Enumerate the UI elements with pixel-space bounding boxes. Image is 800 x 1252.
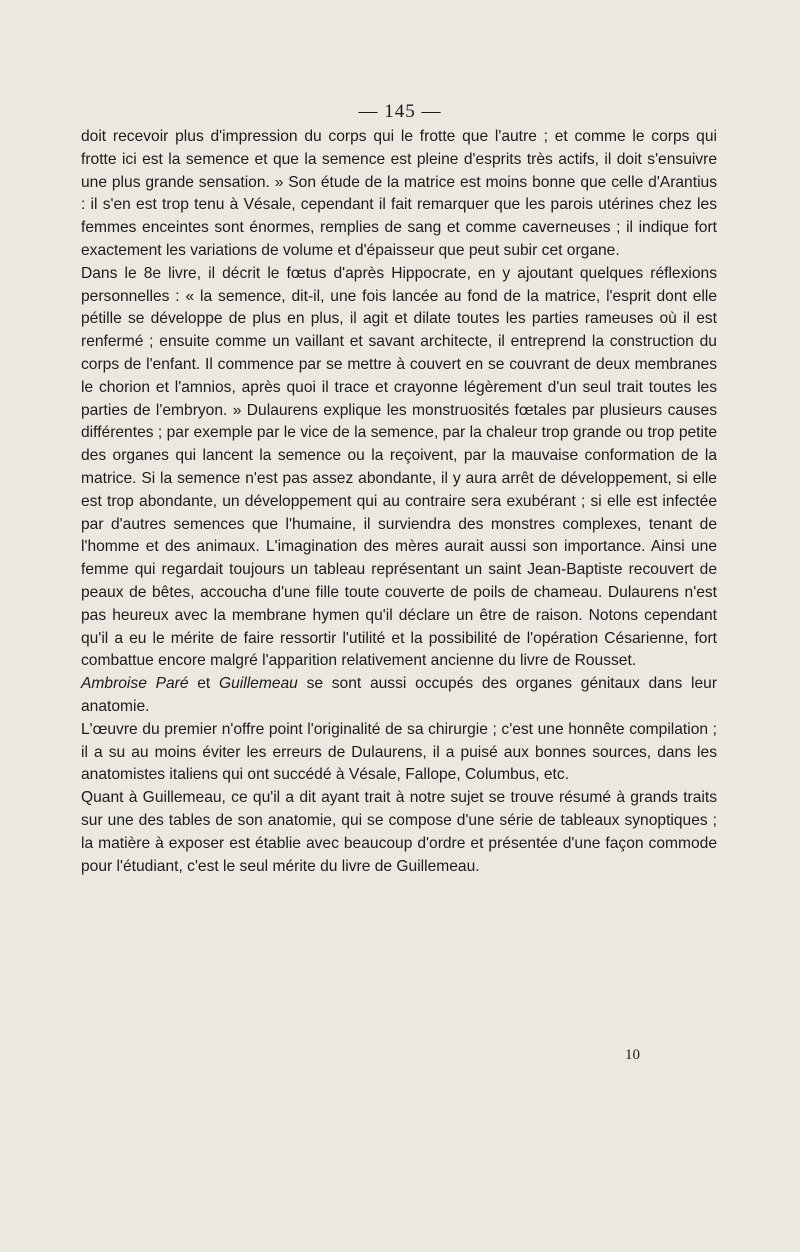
body-text (81, 126, 717, 878)
author-name-pare: Ambroise Paré (81, 675, 189, 693)
page-number: — 145 — (358, 101, 442, 122)
paragraph-guillemeau: Quant à Guillemeau, ce qu'il a dit ayant trait à notre sujet se trouve résumé à grands traits sur une des tables de son anatomie, qui se compose d'une série de tableaux synoptiques ; la matière à exposer est établie avec beaucoup d'ordre et présentée d'une façon commode pour l'étudiant, c'est le seul mérite du livre de Guillemeau. (81, 789, 717, 875)
paragraph-continuation: doit recevoir plus d'impression du corps qui le frotte que l'autre ; et comme le corps qui frotte ici est la semence et que la semence est pleine d'esprits très actifs, il doit s'ensuivre une plus grande sensation. » Son étude de la matrice est moins bonne que celle d'Arantius : il s'en est trop tenu à Vésale, cependant il fait remarquer que les parois utérines chez les femmes enceintes sont énormes, remplies de sang et comme caverneuses ; il indique fort exactement les variations de volume et d'épaisseur que peut subir cet organe. (81, 128, 717, 259)
author-name-guillemeau: Guillemeau (218, 675, 298, 693)
paragraph-pare-guillemeau (81, 673, 717, 719)
joiner-text: et (188, 675, 219, 693)
signature-mark: 10 (625, 1047, 640, 1063)
paragraph-pare-rest: se sont aussi occupés des organes génitaux dans leur anatomie. (81, 675, 718, 715)
paragraph-dulaurens-fetus: Dans le 8e livre, il décrit le fœtus d'après Hippocrate, en y ajoutant quelques réflexions personnelles : « la semence, dit-il, une fois lancée au fond de la matrice, l'esprit dont elle pétille se développe de plus en plus, il agit et dilate toutes les parties rameuses où il est renfermé ; ensuite comme un vaillant et savant architecte, il entreprend la construction du corps de l'enfant. Il commence par se mettre à couvert en se couvrant de deux membranes le chorion et l'amnios, après quoi il trace et crayonne légèrement d'un seul trait toutes les parties de l'embryon. » Dulaurens explique les monstruosités fœtales par plusieurs causes différentes ; par exemple par le vice de la semence, par la chaleur trop grande ou trop petite des organes qui lancent la semence ou la reçoivent, par la mauvaise conformation de la matrice. Si la semence n'est pas assez abondante, il y aura arrêt de développement, si elle est trop abondante, un développement qui au contraire sera exubérant ; si elle est infectée par d'autres semences que l'humaine, il surviendra des monstres complexes, tenant de l'homme et des animaux. L'imagination des mères aurait aussi son importance. Ainsi une femme qui regardait toujours un tableau représentant un saint Jean-Baptiste recouvert de peaux de bêtes, accoucha d'une fille toute couverte de poils de chameau. Dulaurens n'est pas heureux avec la membrane hymen qu'il déclare un être de raison. Notons cependant qu'il a eu le mérite de faire ressortir l'utilité et la possibilité de l'opération Césarienne, fort combattue encore malgré l'apparition relativement ancienne du livre de Rousset. (81, 264, 717, 670)
paragraph-pare-oeuvre: L'œuvre du premier n'offre point l'originalité de sa chirurgie ; c'est une honnête compilation ; il a su au moins éviter les erreurs de Dulaurens, il a puisé aux bonnes sources, dans les anatomistes italiens qui ont succédé à Vésale, Fallope, Columbus, etc. (81, 720, 717, 784)
